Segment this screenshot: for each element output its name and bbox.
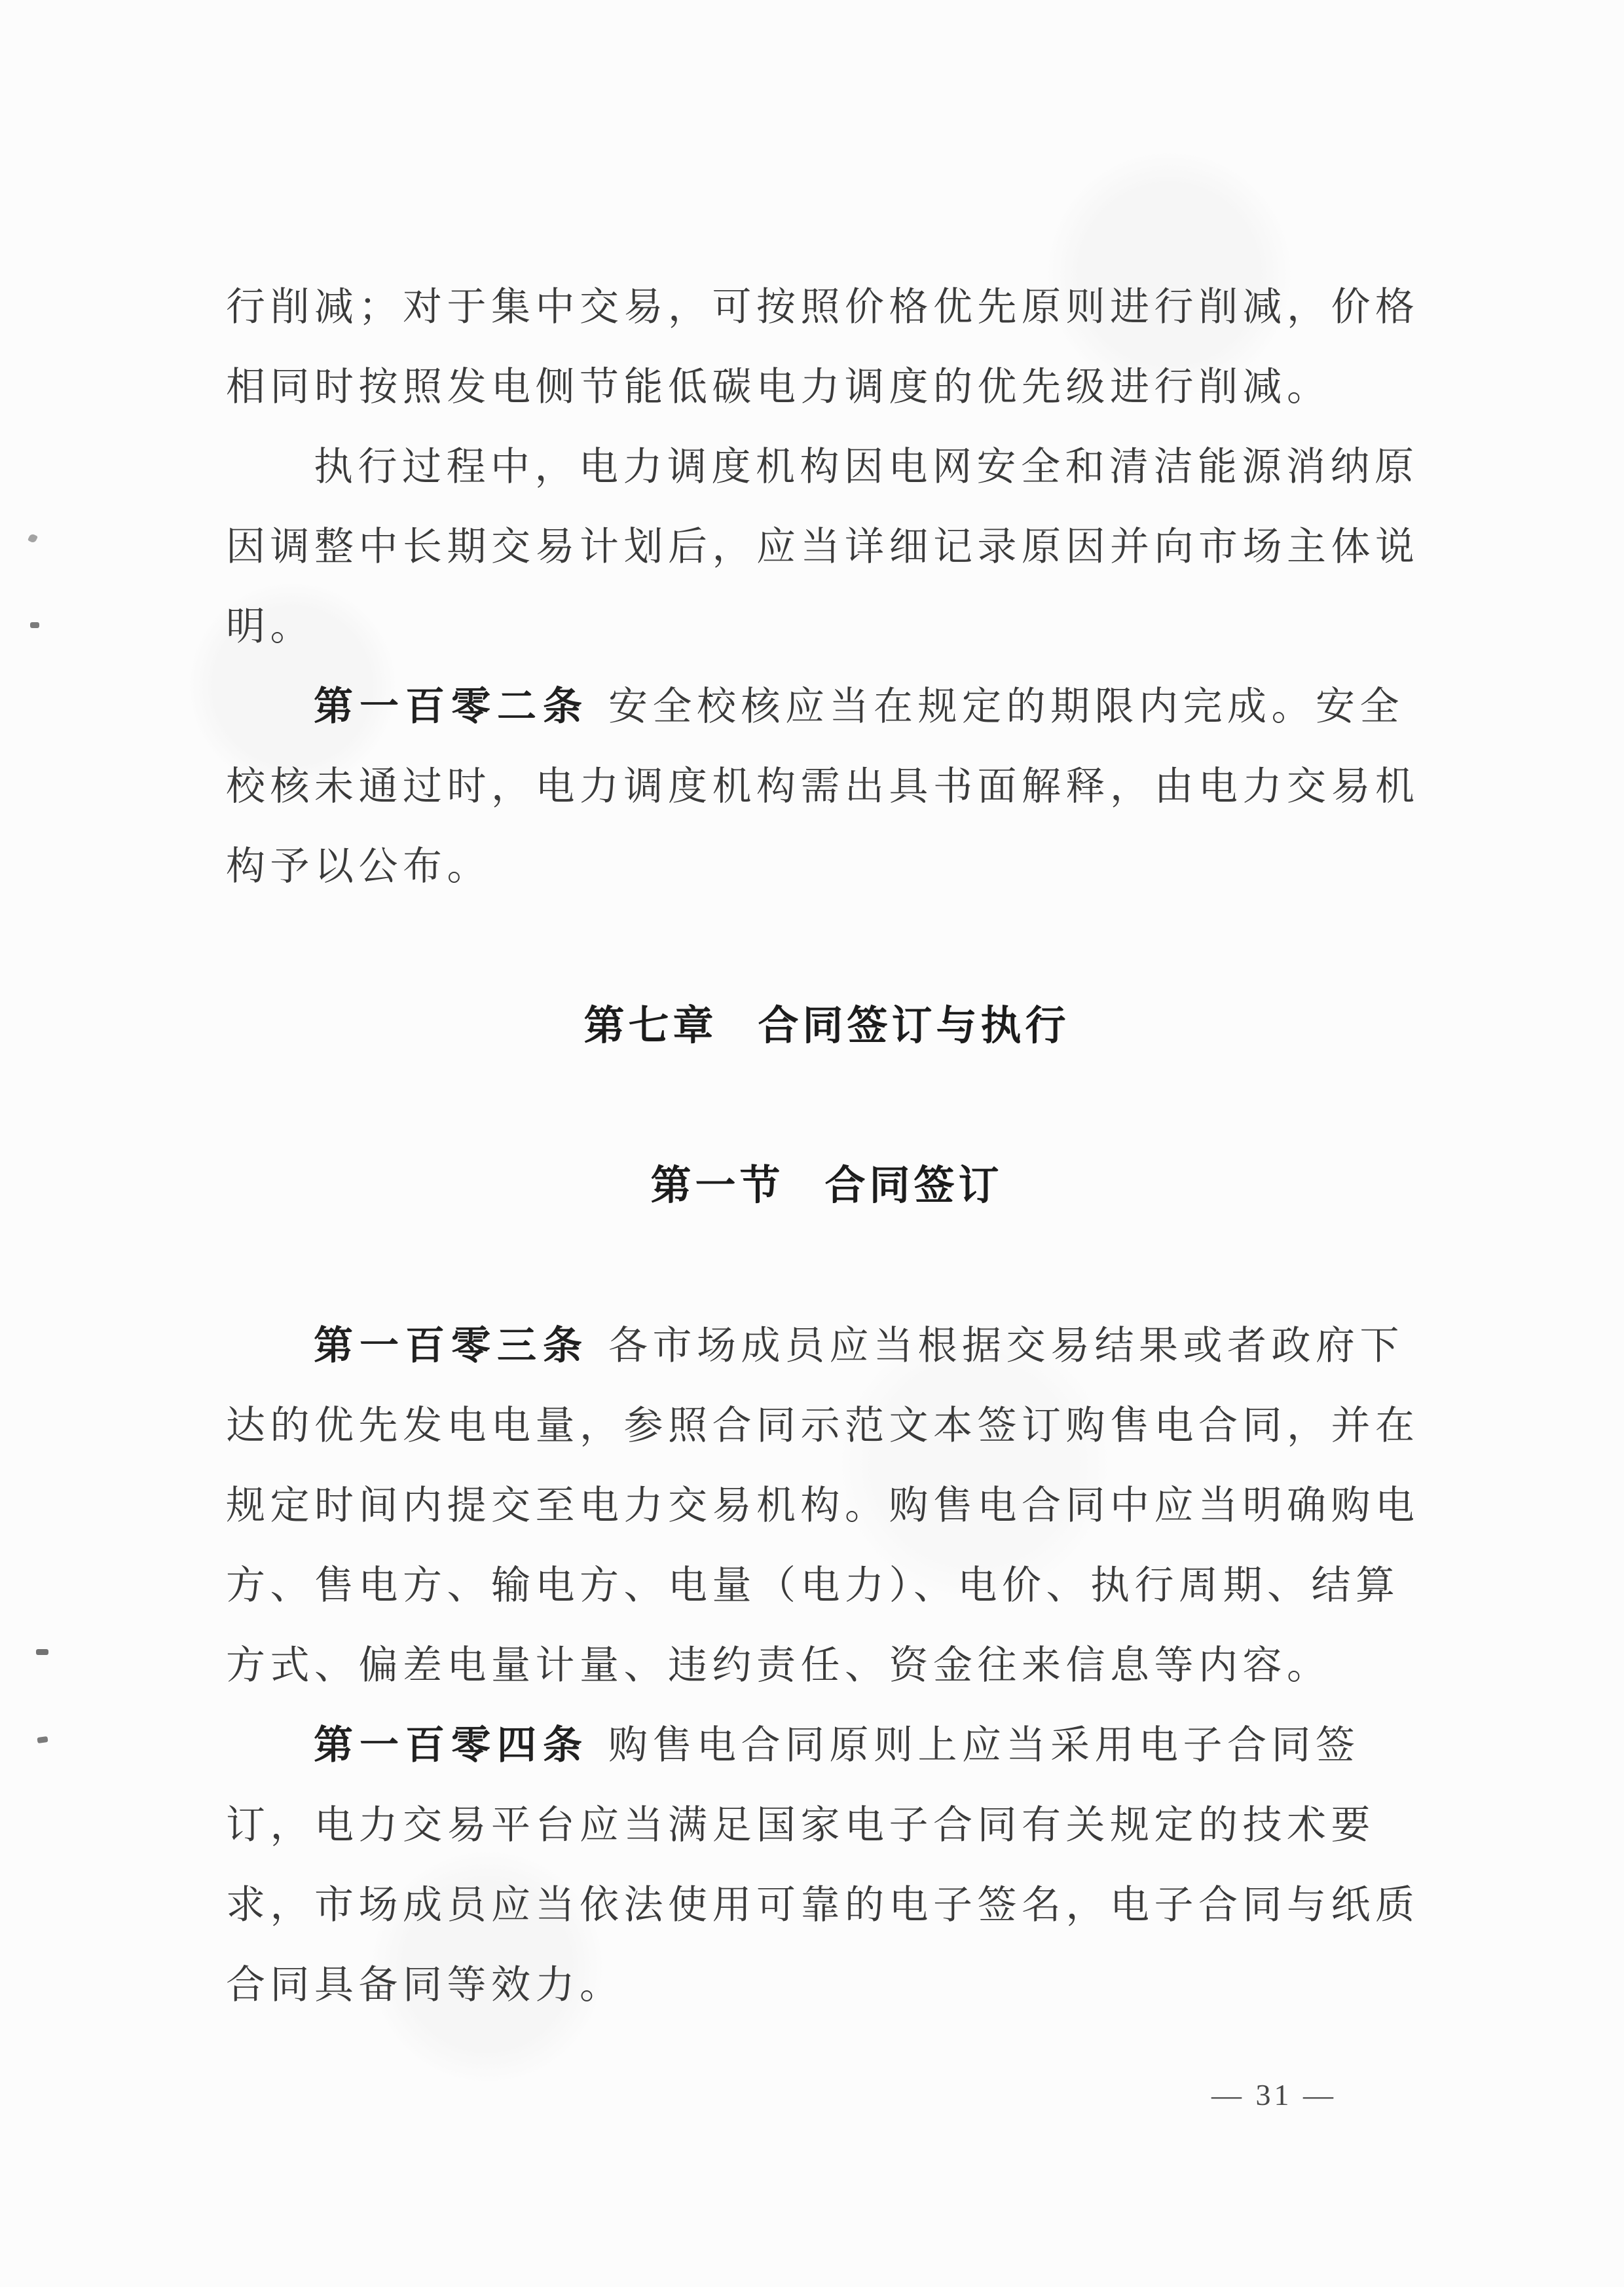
document-body [226, 267, 1428, 2025]
article-102-first-line [226, 667, 1428, 747]
chapter-title: 合同签订与执行 [758, 1003, 1070, 1049]
body-line: 行削减；对于集中交易，可按照价格优先原则进行削减，价格 [226, 286, 1420, 329]
article-103-first-line [226, 1306, 1428, 1386]
scan-speck [30, 622, 39, 628]
article-104-text: 购售电合同原则上应当采用电子合同签 [608, 1724, 1360, 1767]
body-line: 方、售电方、输电方、电量（电力）、电价、执行周期、结算 [226, 1564, 1400, 1607]
body-line: 达的优先发电电量，参照合同示范文本签订购售电合同，并在 [226, 1404, 1420, 1447]
body-line: 规定时间内提交至电力交易机构。购售电合同中应当明确购电 [226, 1484, 1420, 1527]
body-line: 求，市场成员应当依法使用可靠的电子签名，电子合同与纸质 [226, 1884, 1420, 1927]
section-heading [226, 1146, 1428, 1226]
scan-speck [36, 1649, 48, 1655]
chapter-heading [226, 986, 1428, 1066]
body-line: 明。 [226, 605, 314, 648]
body-line: 构予以公布。 [226, 845, 491, 888]
article-104-number: 第一百零四条 [314, 1723, 589, 1767]
blank-line [226, 906, 1428, 986]
body-line: 方式、偏差电量计量、违约责任、资金往来信息等内容。 [226, 1644, 1331, 1687]
article-104-first-line [226, 1705, 1428, 1785]
article-103-number: 第一百零三条 [314, 1324, 589, 1367]
body-line: 订，电力交易平台应当满足国家电子合同有关规定的技术要 [226, 1804, 1375, 1847]
chapter-label: 第七章 [583, 1003, 718, 1049]
article-102-text: 安全校核应当在规定的期限内完成。安全 [608, 685, 1404, 728]
section-label: 第一节 [650, 1163, 784, 1208]
body-line: 合同具备同等效力。 [226, 1963, 624, 2007]
body-line: 相同时按照发电侧节能低碳电力调度的优先级进行削减。 [226, 365, 1331, 409]
scan-speck [28, 533, 38, 544]
body-line: 因调整中长期交易计划后，应当详细记录原因并向市场主体说 [226, 525, 1420, 568]
body-line: 执行过程中，电力调度机构因电网安全和清洁能源消纳原 [314, 445, 1419, 489]
blank-line [226, 1066, 1428, 1146]
section-title: 合同签订 [824, 1163, 1003, 1208]
article-103-text: 各市场成员应当根据交易结果或者政府下 [608, 1324, 1404, 1367]
blank-line [226, 1226, 1428, 1306]
scan-speck [37, 1736, 48, 1743]
body-line: 校核未通过时，电力调度机构需出具书面解释，由电力交易机 [226, 765, 1420, 808]
article-102-number: 第一百零二条 [314, 684, 589, 728]
page-number: — 31 — [1211, 2078, 1337, 2111]
